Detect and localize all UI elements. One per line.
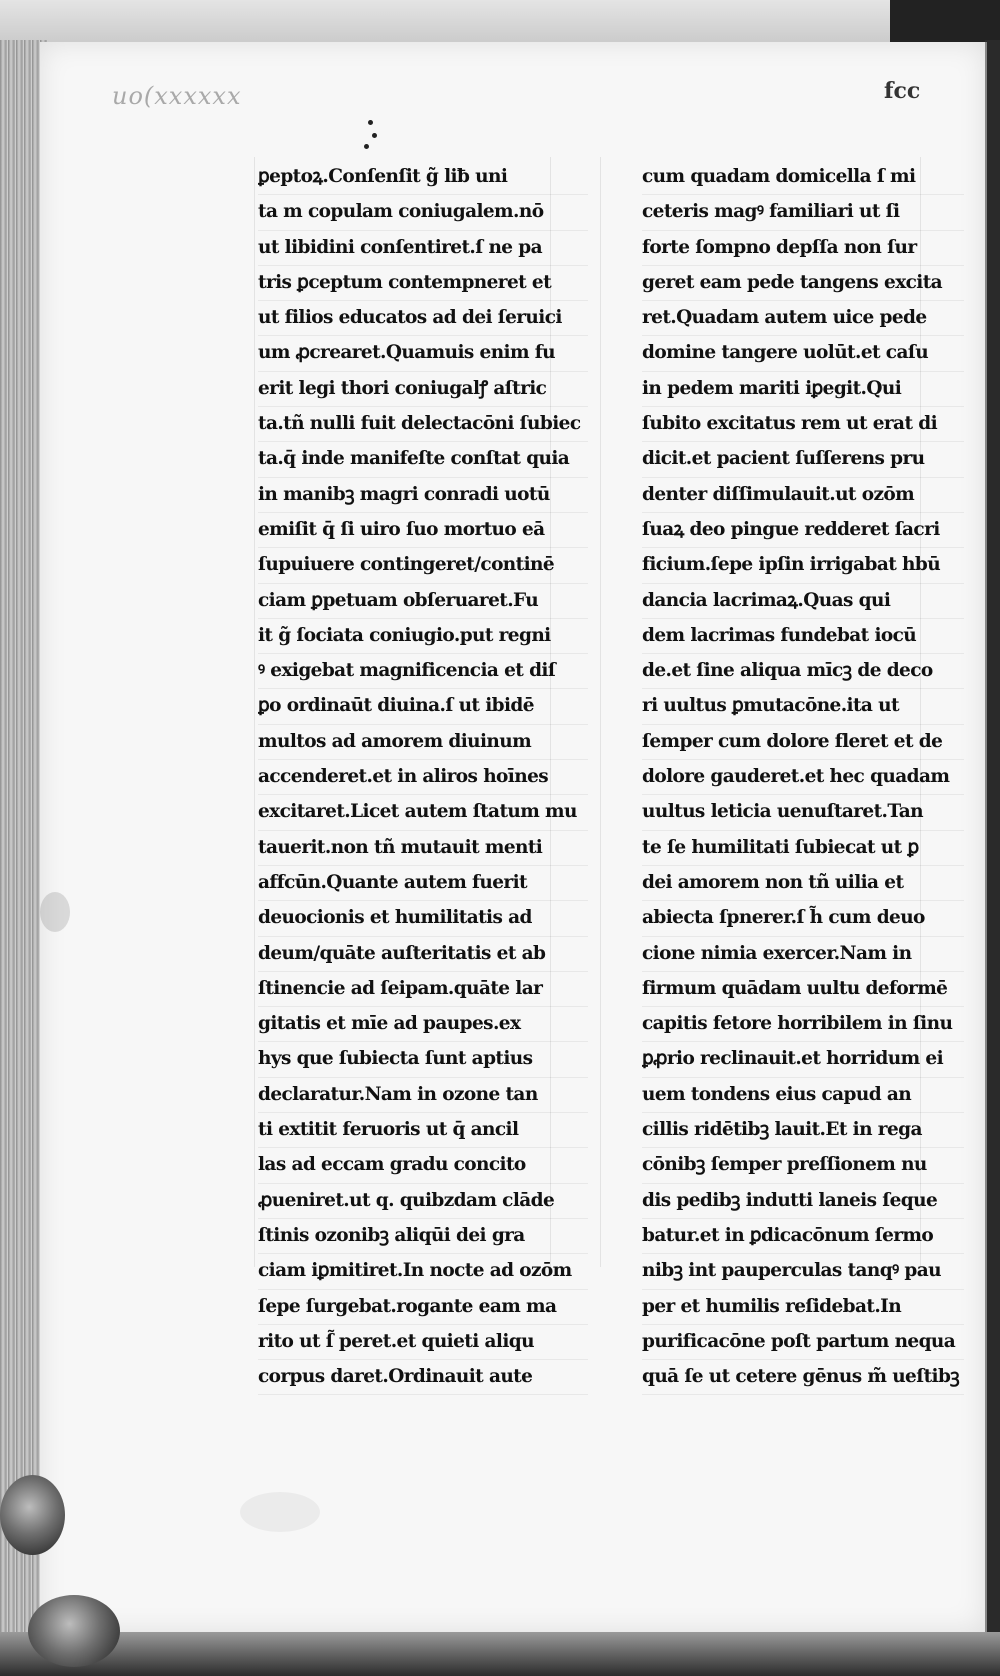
- text-line: tauerit.non tñ mutauit menti: [258, 831, 588, 866]
- text-line: ret.Quadam autem uice pede: [642, 301, 964, 336]
- text-line: ut libidini conſentiret.ſ ne pa: [258, 231, 588, 266]
- text-line: ta.q̄ inde manifeſte conſtat quia: [258, 442, 588, 477]
- stain: [240, 1492, 320, 1532]
- text-line: uem tondens eius capud an: [642, 1078, 964, 1113]
- text-line: ꝑꝓrio reclinauit.et horridum ei: [642, 1042, 964, 1077]
- ink-dot: [368, 120, 373, 125]
- text-line: ſepe ſurgebat.rogante eam ma: [258, 1290, 588, 1325]
- right-edge-shadow: [985, 40, 1000, 1640]
- text-line: dis pedibꝫ indutti laneis ſeque: [642, 1184, 964, 1219]
- text-line: ceteris magꝰ familiari ut ſi: [642, 195, 964, 230]
- text-line: firmum quādam uultu deformē: [642, 972, 964, 1007]
- text-line: excitaret.Licet autem ſtatum mu: [258, 795, 588, 830]
- text-line: uultus leticia uenuſtaret.Tan: [642, 795, 964, 830]
- text-line: ſuaꝝ deo pingue redderet ſacri: [642, 513, 964, 548]
- text-line: multos ad amorem diuinum: [258, 725, 588, 760]
- top-strip: [0, 0, 1000, 48]
- text-line: dei amorem non tñ uilia et: [642, 866, 964, 901]
- text-line: quā ſe ut cetere gēnus m̃ ueſtibꝫ: [642, 1360, 964, 1395]
- text-line: ciam iꝑmitiret.In nocte ad ozōm: [258, 1254, 588, 1289]
- text-line: domine tangere uolūt.et caſu: [642, 336, 964, 371]
- text-line: ut filios educatos ad dei ſeruici: [258, 301, 588, 336]
- text-line: affcūn.Quante autem fuerit: [258, 866, 588, 901]
- text-line: abiecta ſpnerer.ſ h̃ cum deuo: [642, 901, 964, 936]
- text-line: te ſe humilitati ſubiecat ut ꝑ: [642, 831, 964, 866]
- text-line: cillis ridētibꝫ lauit.Et in rega: [642, 1113, 964, 1148]
- text-line: ꝑeptoꝝ.Conſenſit g̃ liƀ uni: [258, 160, 588, 195]
- text-line: ſtinencie ad ſeipam.quāte lar: [258, 972, 588, 1007]
- text-line: ꝰ exigebat magnificencia et diſ: [258, 654, 588, 689]
- text-line: rito ut ſ̃ peret.et quieti aliqu: [258, 1325, 588, 1360]
- text-line: dolore gauderet.et hec quadam: [642, 760, 964, 795]
- text-line: gitatis et mīe ad paupes.ex: [258, 1007, 588, 1042]
- text-line: per et humilis reſidebat.In: [642, 1290, 964, 1325]
- text-line: tris ꝑceptum contempneret et: [258, 266, 588, 301]
- text-line: ta.tñ nulli fuit delectacōni ſubiec: [258, 407, 588, 442]
- text-line: deum/quāte auſteritatis et ab: [258, 937, 588, 972]
- text-line: it g̃ ſociata coniugio.put regni: [258, 619, 588, 654]
- bottom-shadow: [0, 1632, 1000, 1676]
- text-line: cione nimia exercer.Nam in: [642, 937, 964, 972]
- ruling-line: [254, 157, 255, 1267]
- text-line: ꝑo ordinaūt diuina.ſ ut ibidē: [258, 689, 588, 724]
- text-line: emiſit q̄ ſi uiro ſuo mortuo eā: [258, 513, 588, 548]
- text-line: ti extitit feruoris ut q̄ ancil: [258, 1113, 588, 1148]
- text-line: cōnibꝫ ſemper preſſionem nu: [642, 1148, 964, 1183]
- text-line: in pedem mariti iꝑegit.Qui: [642, 372, 964, 407]
- text-line: batur.et in ꝑdicacōnum ſermo: [642, 1219, 964, 1254]
- text-line: ſubito excitatus rem ut erat di: [642, 407, 964, 442]
- ruling-line: [600, 157, 601, 1267]
- text-line: declaratur.Nam in ozone tan: [258, 1078, 588, 1113]
- folio-number: fcc: [884, 78, 921, 104]
- text-line: ſemper cum dolore fleret et de: [642, 725, 964, 760]
- text-line: capitis fetore horribilem in ſinu: [642, 1007, 964, 1042]
- text-line: geret eam pede tangens excita: [642, 266, 964, 301]
- left-text-column: [258, 160, 588, 1395]
- ghost-text: uo(xxxxxx: [112, 82, 242, 110]
- text-line: erit legi thori coniugalꝭ aſtric: [258, 372, 588, 407]
- ink-dot: [364, 144, 369, 149]
- text-line: nibꝫ int pauperculas tanqꝰ pau: [642, 1254, 964, 1289]
- text-line: corpus daret.Ordinauit aute: [258, 1360, 588, 1395]
- right-text-column: [642, 160, 964, 1395]
- text-line: dem lacrimas fundebat iocū: [642, 619, 964, 654]
- text-line: forte ſompno depſſa non ſur: [642, 231, 964, 266]
- stain: [40, 892, 70, 932]
- text-line: ciam ꝑpetuam obſeruaret.Fu: [258, 584, 588, 619]
- text-line: deuocionis et humilitatis ad: [258, 901, 588, 936]
- text-line: ſtinis ozonibꝫ aliqūi dei gra: [258, 1219, 588, 1254]
- text-line: ficium.ſepe ipſin irrigabat hbū: [642, 548, 964, 583]
- text-line: um ꝓcrearet.Quamuis enim fu: [258, 336, 588, 371]
- text-line: in manibꝫ magri conradi uotū: [258, 478, 588, 513]
- top-right-shadow: [890, 0, 1000, 45]
- ink-dot: [372, 133, 377, 138]
- text-line: ri uultus ꝑmutacōne.ita ut: [642, 689, 964, 724]
- text-line: ta m copulam coniugalem.nō: [258, 195, 588, 230]
- text-line: accenderet.et in aliros hoīnes: [258, 760, 588, 795]
- text-line: purificacōne poſt partum nequa: [642, 1325, 964, 1360]
- text-line: hys que ſubiecta ſunt aptius: [258, 1042, 588, 1077]
- text-line: cum quadam domicella ſ mi: [642, 160, 964, 195]
- text-line: dicit.et pacient ſuſſerens pru: [642, 442, 964, 477]
- text-line: dancia lacrimaꝝ.Quas qui: [642, 584, 964, 619]
- thumb: [28, 1595, 120, 1667]
- text-line: de.et ſine aliqua mīcꝫ de deco: [642, 654, 964, 689]
- text-line: ꝓueniret.ut q. quibzdam clāde: [258, 1184, 588, 1219]
- thumb: [0, 1475, 65, 1555]
- text-line: ſupuiuere contingeret/continē: [258, 548, 588, 583]
- text-line: las ad eccam gradu concito: [258, 1148, 588, 1183]
- text-line: denter diſſimulauit.ut ozōm: [642, 478, 964, 513]
